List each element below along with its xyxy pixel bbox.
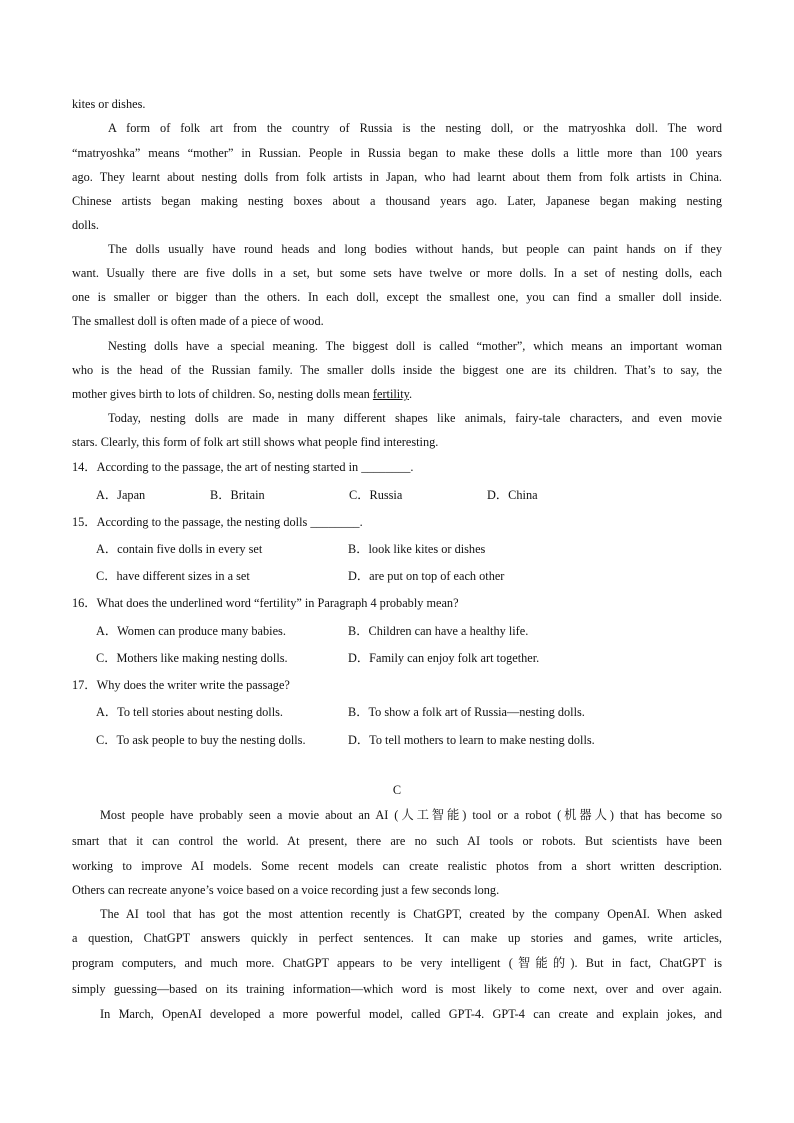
question-17-option-c[interactable]: C．To ask people to buy the nesting dolls. [96, 733, 306, 747]
passage-b-p3-line: Nesting dolls have a special meaning. The biggest doll is called “mother”, which means an important woman [108, 339, 722, 353]
question-14-option-b[interactable]: B．Britain [210, 488, 265, 502]
question-17-option-a[interactable]: A．To tell stories about nesting dolls. [96, 705, 283, 719]
passage-b-p4-line: Today, nesting dolls are made in many different shapes like animals, fairy-tale characters, and even movie [108, 411, 722, 425]
question-14-option-a[interactable]: A．Japan [96, 488, 146, 502]
question-15-option-b[interactable]: B．look like kites or dishes [348, 542, 486, 556]
passage-b-p2-line: The smallest doll is often made of a piece of wood. [72, 314, 324, 328]
passage-c-p1-line: Most people have probably seen a movie about an AI (人工智能) tool or a robot (机器人) that has become so [100, 808, 722, 822]
passage-b-p1-line: “matryoshka” means “mother” in Russian. People in Russia began to make these dolls a little more than 100 years [72, 146, 722, 160]
passage-b-p3-period: . [409, 387, 413, 401]
passage-c-p1-line: Others can recreate anyone’s voice based on a voice recording just a few seconds long. [72, 883, 500, 897]
passage-c-p2-line: simply guessing—based on its training information—which word is most likely to come next, over and over again. [72, 982, 722, 996]
passage-b-p2-line: one is smaller or bigger than the others. In each doll, except the smallest one, you can find a smaller doll inside. [72, 290, 722, 304]
question-15-option-d[interactable]: D．are put on top of each other [348, 569, 505, 583]
passage-c-heading: C [392, 783, 402, 797]
passage-b-p3-line [72, 386, 722, 402]
question-14-stem: 14．According to the passage, the art of nesting started in ________. [72, 460, 414, 474]
question-17-stem: 17．Why does the writer write the passage? [72, 678, 290, 692]
passage-b-p2-line: The dolls usually have round heads and long bodies without hands, but people can paint hands on if they [108, 242, 722, 256]
passage-c-p2-line: The AI tool that has got the most attention recently is ChatGPT, created by the company OpenAI. When asked [100, 907, 722, 921]
passage-c-p1-line: smart that it can control the world. At present, there are no such AI tools or robots. But scientists have been [72, 834, 722, 848]
question-16-stem: 16．What does the underlined word “fertility” in Paragraph 4 probably mean? [72, 596, 459, 610]
question-14-option-c[interactable]: C．Russia [349, 488, 403, 502]
question-17-option-d[interactable]: D．To tell mothers to learn to make nesting dolls. [348, 733, 595, 747]
passage-b-line: kites or dishes. [72, 97, 146, 111]
passage-b-p4-line: stars. Clearly, this form of folk art still shows what people find interesting. [72, 435, 439, 449]
question-17-option-b[interactable]: B．To show a folk art of Russia—nesting dolls. [348, 705, 585, 719]
passage-c-p1-line: working to improve AI models. Some recent models can create realistic photos from a short written description. [72, 859, 722, 873]
passage-c-p2-line: program computers, and much more. ChatGPT appears to be very intelligent (智能的). But in fact, ChatGPT is [72, 956, 722, 970]
question-16-option-c[interactable]: C．Mothers like making nesting dolls. [96, 651, 288, 665]
passage-b-p1-line: ago. They learnt about nesting dolls from folk artists in Japan, who had learnt about them from folk artists in China. [72, 170, 722, 184]
passage-b-p3-line: who is the head of the Russian family. The smaller dolls inside the biggest one are its children. That’s to say, the [72, 363, 722, 377]
passage-b-p1-line: dolls. [72, 218, 99, 232]
question-16-option-d[interactable]: D．Family can enjoy folk art together. [348, 651, 540, 665]
passage-b-p2-line: want. Usually there are five dolls in a set, but some sets have twelve or more dolls. In a set of nesting dolls, each [72, 266, 722, 280]
passage-b-p1-line: A form of folk art from the country of Russia is the nesting doll, or the matryoshka doll. The word [108, 121, 722, 135]
underlined-word-fertility: fertility [372, 387, 409, 401]
passage-b-p1-line: Chinese artists began making nesting boxes about a thousand years ago. Later, Japanese began making nesting [72, 194, 722, 208]
question-16-option-a[interactable]: A．Women can produce many babies. [96, 624, 286, 638]
passage-b-p3-text: mother gives birth to lots of children. So, nesting dolls mean [72, 387, 373, 401]
question-15-option-c[interactable]: C．have different sizes in a set [96, 569, 250, 583]
question-16-option-b[interactable]: B．Children can have a healthy life. [348, 624, 529, 638]
question-15-option-a[interactable]: A．contain five dolls in every set [96, 542, 263, 556]
question-15-stem: 15．According to the passage, the nesting dolls ________. [72, 515, 363, 529]
passage-c-p2-line: a question, ChatGPT answers quickly in perfect sentences. It can make up stories and games, write articles, [72, 931, 722, 945]
passage-c-p3-line: In March, OpenAI developed a more powerful model, called GPT-4. GPT-4 can create and explain jokes, and [100, 1007, 722, 1021]
question-14-option-d[interactable]: D．China [487, 488, 538, 502]
